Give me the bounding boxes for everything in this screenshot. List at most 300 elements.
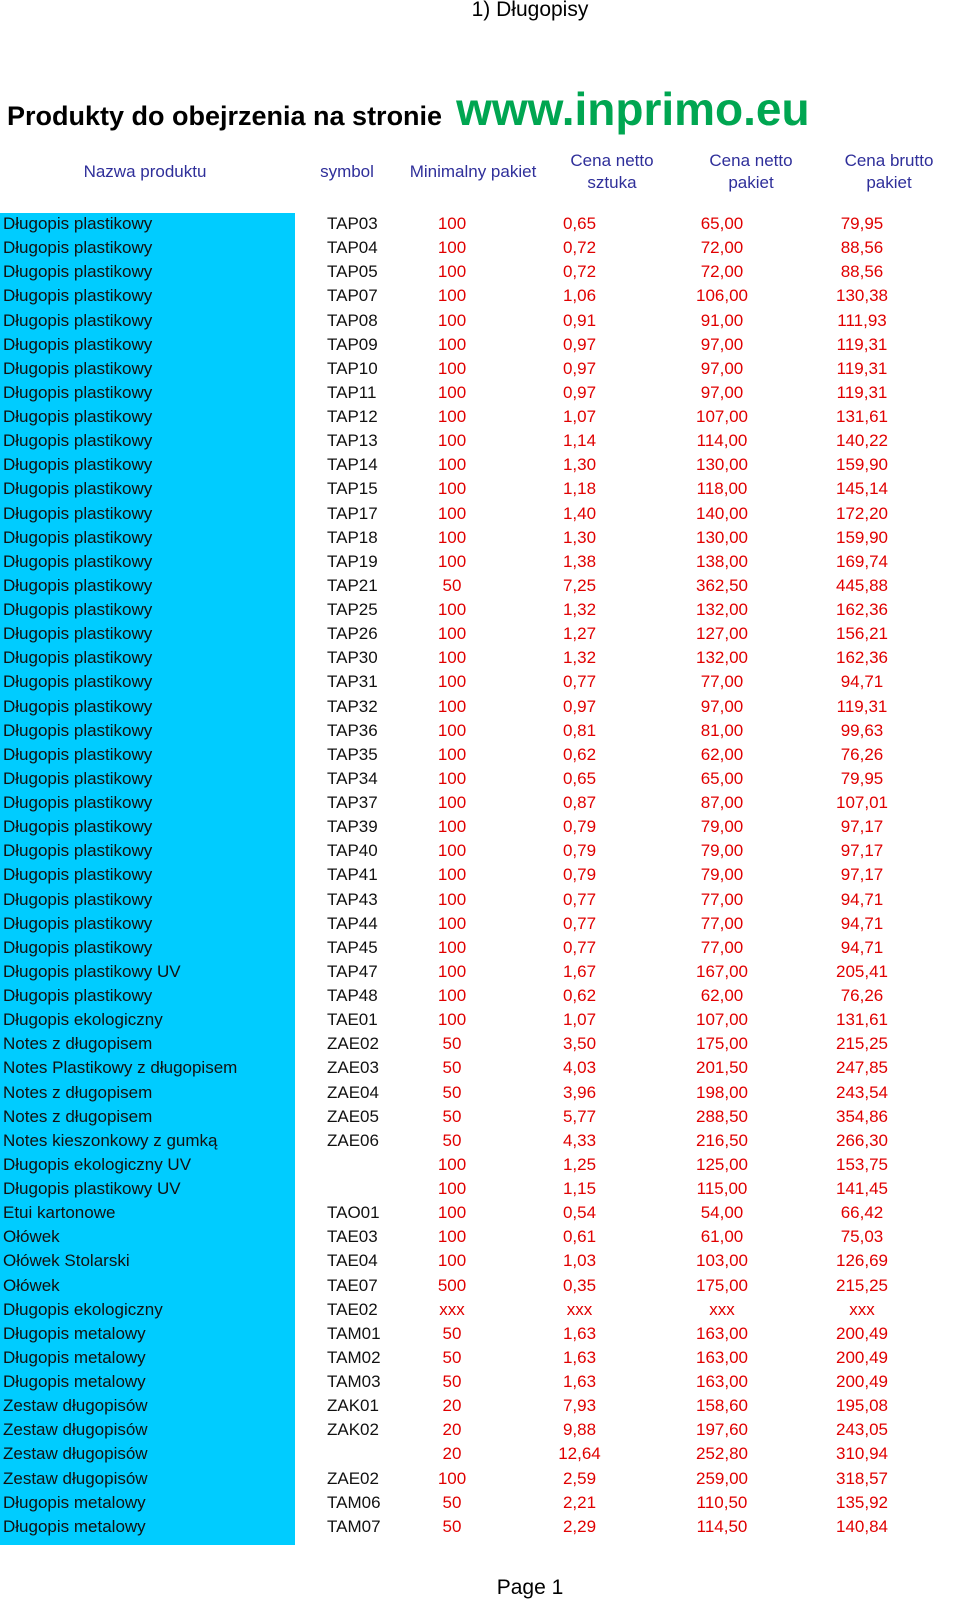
gross-pack-cell: 97,17 (840, 817, 884, 837)
symbol-cell: TAP09 (327, 334, 378, 354)
gross-pack-cell: 200,49 (836, 1372, 888, 1392)
unit-price-cell: 1,03 (562, 1251, 597, 1271)
net-pack-cell: 259,00 (696, 1468, 748, 1488)
header-product-name: Nazwa produktu (83, 162, 207, 181)
net-pack-cell: 77,00 (700, 672, 744, 692)
product-name-cell: Zestaw długopisów (3, 1396, 148, 1416)
min-pack-cell: 100 (437, 1468, 467, 1488)
product-name-cell: Długopis ekologiczny UV (3, 1154, 192, 1174)
min-pack-cell: 50 (442, 1058, 462, 1078)
symbol-cell: TAP25 (327, 600, 378, 620)
unit-price-cell: 0,35 (562, 1275, 597, 1295)
net-pack-cell: 65,00 (700, 214, 744, 234)
symbol-cell: TAP44 (327, 913, 378, 933)
symbol-cell: TAP17 (327, 503, 378, 523)
product-name-cell: Długopis plastikowy (3, 720, 153, 740)
net-pack-cell: 216,50 (696, 1130, 748, 1150)
product-name-cell: Długopis metalowy (3, 1492, 146, 1512)
header-gross-pack-line1: Cena brutto (844, 151, 934, 170)
table-row (0, 477, 932, 501)
symbol-cell: TAP18 (327, 527, 378, 547)
net-pack-cell: 125,00 (696, 1154, 748, 1174)
net-pack-cell: 77,00 (700, 937, 744, 957)
min-pack-cell: 100 (437, 648, 467, 668)
net-pack-cell: 132,00 (696, 648, 748, 668)
gross-pack-cell: 79,95 (840, 214, 884, 234)
unit-price-cell: 1,06 (562, 286, 597, 306)
product-name-cell: Długopis plastikowy (3, 624, 153, 644)
unit-price-cell: 0,72 (562, 238, 597, 258)
gross-pack-cell: 76,26 (840, 986, 884, 1006)
gross-pack-cell: 119,31 (836, 696, 888, 716)
min-pack-cell: 50 (442, 1492, 462, 1512)
product-name-cell: Długopis plastikowy UV (3, 1179, 181, 1199)
product-name-cell: Notes Plastikowy z długopisem (3, 1058, 238, 1078)
gross-pack-cell: 162,36 (836, 600, 888, 620)
gross-pack-cell: 79,95 (840, 768, 884, 788)
unit-price-cell: 0,97 (562, 382, 597, 402)
symbol-cell: TAO01 (327, 1203, 380, 1223)
gross-pack-cell: 162,36 (836, 648, 888, 668)
product-name-cell: Długopis metalowy (3, 1323, 146, 1343)
gross-pack-cell: 141,45 (836, 1179, 888, 1199)
table-row (0, 1129, 932, 1153)
symbol-cell: TAP35 (327, 744, 378, 764)
symbol-cell: TAM02 (327, 1347, 381, 1367)
table-row (0, 284, 932, 308)
table-row (0, 1370, 932, 1394)
gross-pack-cell: 94,71 (840, 913, 884, 933)
product-name-cell: Długopis plastikowy (3, 817, 153, 837)
product-name-cell: Długopis plastikowy (3, 744, 153, 764)
gross-pack-cell: xxx (849, 1299, 875, 1319)
gross-pack-cell: 445,88 (836, 575, 888, 595)
product-name-cell: Długopis plastikowy (3, 937, 153, 957)
product-name-cell: Długopis plastikowy (3, 648, 153, 668)
min-pack-cell: 100 (437, 431, 467, 451)
min-pack-cell: 50 (442, 1347, 462, 1367)
gross-pack-cell: 119,31 (836, 382, 888, 402)
table-row (0, 1322, 932, 1346)
header-unit-price-line1: Cena netto (570, 151, 654, 170)
min-pack-cell: 100 (437, 527, 467, 547)
gross-pack-cell: 88,56 (840, 238, 884, 258)
min-pack-cell: 100 (437, 937, 467, 957)
product-name-cell: Notes kieszonkowy z gumką (3, 1130, 218, 1150)
table-row (0, 357, 932, 381)
table-row (0, 405, 932, 429)
product-name-cell: Długopis plastikowy (3, 382, 153, 402)
symbol-cell: TAP39 (327, 817, 378, 837)
unit-price-cell: 0,65 (562, 768, 597, 788)
product-name-cell: Długopis plastikowy (3, 551, 153, 571)
net-pack-cell: 54,00 (700, 1203, 744, 1223)
symbol-cell: TAP19 (327, 551, 378, 571)
unit-price-cell: 1,30 (562, 527, 597, 547)
product-name-cell: Długopis plastikowy (3, 768, 153, 788)
net-pack-cell: 97,00 (700, 334, 744, 354)
table-row (0, 695, 932, 719)
gross-pack-cell: 200,49 (836, 1323, 888, 1343)
net-pack-cell: 97,00 (700, 382, 744, 402)
gross-pack-cell: 156,21 (836, 624, 888, 644)
table-row (0, 1346, 932, 1370)
min-pack-cell: 100 (437, 889, 467, 909)
unit-price-cell: 1,18 (562, 479, 597, 499)
min-pack-cell: 50 (442, 1323, 462, 1343)
symbol-cell: TAP30 (327, 648, 378, 668)
headline-text: Produkty do obejrzenia na stronie (7, 101, 443, 131)
unit-price-cell: 2,29 (562, 1516, 597, 1536)
unit-price-cell: 1,30 (562, 455, 597, 475)
unit-price-cell: 0,77 (562, 937, 597, 957)
product-name-cell: Notes z długopisem (3, 1106, 153, 1126)
table-row (0, 863, 932, 887)
unit-price-cell: 0,77 (562, 913, 597, 933)
table-row (0, 1249, 932, 1273)
header-gross-pack (824, 150, 954, 194)
net-pack-cell: xxx (709, 1299, 735, 1319)
symbol-cell: TAP32 (327, 696, 378, 716)
net-pack-cell: 158,60 (696, 1396, 748, 1416)
table-row (0, 815, 932, 839)
symbol-cell: TAP21 (327, 575, 378, 595)
unit-price-cell: 1,63 (562, 1323, 597, 1343)
symbol-cell (295, 1177, 397, 1201)
gross-pack-cell: 169,74 (836, 551, 888, 571)
min-pack-cell: xxx (439, 1299, 465, 1319)
table-row (0, 1515, 932, 1539)
symbol-cell: ZAE05 (327, 1106, 379, 1126)
min-pack-cell: 50 (442, 1034, 462, 1054)
product-name-cell: Długopis plastikowy (3, 214, 153, 234)
net-pack-cell: 140,00 (696, 503, 748, 523)
product-name-cell: Długopis plastikowy (3, 479, 153, 499)
net-pack-cell: 175,00 (696, 1275, 748, 1295)
product-name-cell: Długopis plastikowy (3, 431, 153, 451)
unit-price-cell: 0,79 (562, 865, 597, 885)
gross-pack-cell: 94,71 (840, 889, 884, 909)
min-pack-cell: 100 (437, 720, 467, 740)
min-pack-cell: 100 (437, 262, 467, 282)
unit-price-cell: 1,67 (562, 961, 597, 981)
product-table (0, 212, 932, 1539)
header-unit-price-line2: sztuka (587, 173, 637, 192)
net-pack-cell: 115,00 (696, 1179, 748, 1199)
table-row (0, 912, 932, 936)
product-name-cell: Ołówek (3, 1275, 60, 1295)
symbol-cell: TAM01 (327, 1323, 381, 1343)
min-pack-cell: 100 (437, 624, 467, 644)
unit-price-cell: 0,97 (562, 358, 597, 378)
net-pack-cell: 79,00 (700, 865, 744, 885)
gross-pack-cell: 243,54 (836, 1082, 888, 1102)
net-pack-cell: 114,00 (696, 431, 748, 451)
table-row (0, 646, 932, 670)
symbol-cell: TAP03 (327, 214, 378, 234)
header-unit-price (547, 150, 677, 194)
symbol-cell: ZAK01 (327, 1396, 379, 1416)
table-row (0, 1467, 932, 1491)
header-net-pack (686, 150, 816, 194)
symbol-cell: TAE02 (327, 1299, 378, 1319)
table-row (0, 839, 932, 863)
net-pack-cell: 77,00 (700, 913, 744, 933)
symbol-cell: TAP08 (327, 310, 378, 330)
net-pack-cell: 110,50 (696, 1492, 748, 1512)
gross-pack-cell: 318,57 (836, 1468, 888, 1488)
min-pack-cell: 100 (437, 961, 467, 981)
unit-price-cell: 1,14 (562, 431, 597, 451)
symbol-cell: TAP26 (327, 624, 378, 644)
unit-price-cell: 0,97 (562, 696, 597, 716)
symbol-cell: TAP14 (327, 455, 378, 475)
symbol-cell: ZAK02 (327, 1420, 379, 1440)
product-name-cell: Etui kartonowe (3, 1203, 116, 1223)
product-name-cell: Długopis plastikowy (3, 913, 153, 933)
product-name-cell: Długopis plastikowy (3, 358, 153, 378)
product-name-cell: Długopis plastikowy (3, 865, 153, 885)
net-pack-cell: 79,00 (700, 817, 744, 837)
unit-price-cell: 0,54 (562, 1203, 597, 1223)
net-pack-cell: 118,00 (696, 479, 748, 499)
product-name-cell: Zestaw długopisów (3, 1420, 148, 1440)
symbol-cell: TAP48 (327, 986, 378, 1006)
unit-price-cell: 0,65 (562, 214, 597, 234)
table-row (0, 1153, 932, 1177)
min-pack-cell: 100 (437, 1010, 467, 1030)
website-link[interactable]: www.inprimo.eu (456, 83, 810, 135)
table-row (0, 333, 932, 357)
min-pack-cell: 100 (437, 865, 467, 885)
gross-pack-cell: 111,93 (837, 310, 887, 330)
min-pack-cell: 100 (437, 986, 467, 1006)
unit-price-cell: 5,77 (562, 1106, 597, 1126)
unit-price-cell: 1,40 (562, 503, 597, 523)
symbol-cell: TAP04 (327, 238, 378, 258)
table-row (0, 1491, 932, 1515)
product-name-cell: Długopis plastikowy (3, 334, 153, 354)
symbol-cell: TAP10 (327, 358, 378, 378)
unit-price-cell: 3,50 (562, 1034, 597, 1054)
min-pack-cell: 20 (442, 1444, 462, 1464)
unit-price-cell: 9,88 (562, 1420, 597, 1440)
gross-pack-cell: 126,69 (836, 1251, 888, 1271)
product-table-body (0, 212, 932, 1539)
gross-pack-cell: 310,94 (836, 1444, 888, 1464)
product-name-cell: Długopis ekologiczny (3, 1299, 163, 1319)
net-pack-cell: 163,00 (696, 1347, 748, 1367)
unit-price-cell: 1,27 (562, 624, 597, 644)
unit-price-cell: 0,62 (562, 744, 597, 764)
min-pack-cell: 100 (437, 768, 467, 788)
symbol-cell: TAM06 (327, 1492, 381, 1512)
symbol-cell: TAP13 (327, 431, 378, 451)
table-row (0, 236, 932, 260)
net-pack-cell: 62,00 (700, 744, 744, 764)
symbol-cell: TAP31 (327, 672, 378, 692)
gross-pack-cell: 247,85 (836, 1058, 888, 1078)
product-name-cell: Długopis plastikowy (3, 889, 153, 909)
table-row (0, 574, 932, 598)
unit-price-cell: 1,63 (562, 1347, 597, 1367)
table-row (0, 1418, 932, 1442)
gross-pack-cell: 266,30 (836, 1130, 888, 1150)
product-name-cell: Długopis plastikowy UV (3, 961, 181, 981)
table-row (0, 550, 932, 574)
table-row (0, 598, 932, 622)
symbol-cell: TAP36 (327, 720, 378, 740)
net-pack-cell: 81,00 (700, 720, 744, 740)
symbol-cell: TAP07 (327, 286, 378, 306)
unit-price-cell: 0,77 (562, 672, 597, 692)
net-pack-cell: 107,00 (696, 1010, 748, 1030)
symbol-cell: TAM07 (327, 1516, 381, 1536)
table-row (0, 1032, 932, 1056)
product-name-cell: Długopis plastikowy (3, 310, 153, 330)
min-pack-cell: 100 (437, 1179, 467, 1199)
table-row (0, 526, 932, 550)
gross-pack-cell: 215,25 (836, 1275, 888, 1295)
net-pack-cell: 77,00 (700, 889, 744, 909)
product-name-cell: Długopis metalowy (3, 1347, 146, 1367)
symbol-cell: TAP45 (327, 937, 378, 957)
table-row (0, 260, 932, 284)
symbol-cell: ZAE04 (327, 1082, 379, 1102)
unit-price-cell: 12,64 (558, 1444, 601, 1464)
min-pack-cell: 100 (437, 600, 467, 620)
min-pack-cell: 100 (437, 479, 467, 499)
net-pack-cell: 103,00 (696, 1251, 748, 1271)
min-pack-cell: 100 (437, 238, 467, 258)
unit-price-cell: 0,81 (562, 720, 597, 740)
table-row (0, 1442, 932, 1466)
table-row (0, 1298, 932, 1322)
gross-pack-cell: 131,61 (836, 1010, 888, 1030)
net-pack-cell: 163,00 (696, 1323, 748, 1343)
headline (7, 82, 810, 136)
product-name-cell: Notes z długopisem (3, 1082, 153, 1102)
min-pack-cell: 100 (437, 551, 467, 571)
product-name-cell: Długopis plastikowy (3, 575, 153, 595)
min-pack-cell: 100 (437, 913, 467, 933)
unit-price-cell: 4,03 (562, 1058, 597, 1078)
page-title: 1) Długopisy (471, 0, 589, 21)
table-row (0, 767, 932, 791)
unit-price-cell: 0,79 (562, 841, 597, 861)
net-pack-cell: 79,00 (700, 841, 744, 861)
gross-pack-cell: 130,38 (836, 286, 888, 306)
unit-price-cell: 1,07 (562, 407, 597, 427)
net-pack-cell: 97,00 (700, 696, 744, 716)
symbol-cell: TAP37 (327, 793, 378, 813)
net-pack-cell: 87,00 (700, 793, 744, 813)
product-name-cell: Zestaw długopisów (3, 1444, 148, 1464)
product-name-cell: Długopis plastikowy (3, 841, 153, 861)
product-name-cell: Długopis plastikowy (3, 455, 153, 475)
table-row (0, 670, 932, 694)
net-pack-cell: 97,00 (700, 358, 744, 378)
table-row (0, 1081, 932, 1105)
table-row (0, 1225, 932, 1249)
product-name-cell: Długopis metalowy (3, 1516, 146, 1536)
gross-pack-cell: 99,63 (840, 720, 884, 740)
net-pack-cell: 201,50 (696, 1058, 748, 1078)
net-pack-cell: 107,00 (696, 407, 748, 427)
product-name-cell: Długopis plastikowy (3, 286, 153, 306)
gross-pack-cell: 131,61 (836, 407, 888, 427)
min-pack-cell: 100 (437, 358, 467, 378)
net-pack-cell: 72,00 (700, 262, 744, 282)
gross-pack-cell: 159,90 (836, 527, 888, 547)
unit-price-cell: 7,25 (562, 575, 597, 595)
net-pack-cell: 138,00 (696, 551, 748, 571)
min-pack-cell: 100 (437, 503, 467, 523)
net-pack-cell: 130,00 (696, 455, 748, 475)
gross-pack-cell: 205,41 (836, 961, 888, 981)
symbol-cell: TAP47 (327, 961, 378, 981)
net-pack-cell: 167,00 (696, 961, 748, 981)
gross-pack-cell: 159,90 (836, 455, 888, 475)
gross-pack-cell: 97,17 (840, 865, 884, 885)
header-symbol: symbol (320, 162, 374, 181)
table-row (0, 622, 932, 646)
net-pack-cell: 198,00 (696, 1082, 748, 1102)
min-pack-cell: 50 (442, 1130, 462, 1150)
symbol-cell: TAP11 (327, 382, 377, 402)
net-pack-cell: 62,00 (700, 986, 744, 1006)
gross-pack-cell: 135,92 (836, 1492, 888, 1512)
symbol-cell: TAP05 (327, 262, 378, 282)
min-pack-cell: 100 (437, 1203, 467, 1223)
table-row (0, 719, 932, 743)
product-name-cell: Długopis plastikowy (3, 672, 153, 692)
unit-price-cell: 2,21 (562, 1492, 597, 1512)
min-pack-cell: 50 (442, 1106, 462, 1126)
product-name-cell: Ołówek (3, 1227, 60, 1247)
table-row (0, 1008, 932, 1032)
unit-price-cell: 0,97 (562, 334, 597, 354)
min-pack-cell: 100 (437, 310, 467, 330)
net-pack-cell: 163,00 (696, 1372, 748, 1392)
min-pack-cell: 100 (437, 455, 467, 475)
gross-pack-cell: 195,08 (836, 1396, 888, 1416)
symbol-cell: TAP15 (327, 479, 378, 499)
net-pack-cell: 91,00 (700, 310, 744, 330)
min-pack-cell: 100 (437, 214, 467, 234)
gross-pack-cell: 119,31 (836, 358, 888, 378)
product-name-cell: Długopis plastikowy (3, 503, 153, 523)
unit-price-cell: 1,15 (562, 1179, 597, 1199)
unit-price-cell: 7,93 (562, 1396, 597, 1416)
min-pack-cell: 100 (437, 793, 467, 813)
header-min-pack: Minimalny pakiet (409, 162, 537, 181)
min-pack-cell: 50 (442, 1082, 462, 1102)
unit-price-cell: 0,62 (562, 986, 597, 1006)
net-pack-cell: 132,00 (696, 600, 748, 620)
table-row (0, 743, 932, 767)
table-row (0, 1394, 932, 1418)
net-pack-cell: 130,00 (696, 527, 748, 547)
min-pack-cell: 100 (437, 817, 467, 837)
min-pack-cell: 50 (442, 1516, 462, 1536)
table-row (0, 429, 932, 453)
symbol-cell: TAE01 (327, 1010, 378, 1030)
product-name-cell: Długopis plastikowy (3, 793, 153, 813)
symbol-cell: TAP40 (327, 841, 378, 861)
min-pack-cell: 100 (437, 334, 467, 354)
symbol-cell: TAE07 (327, 1275, 378, 1295)
